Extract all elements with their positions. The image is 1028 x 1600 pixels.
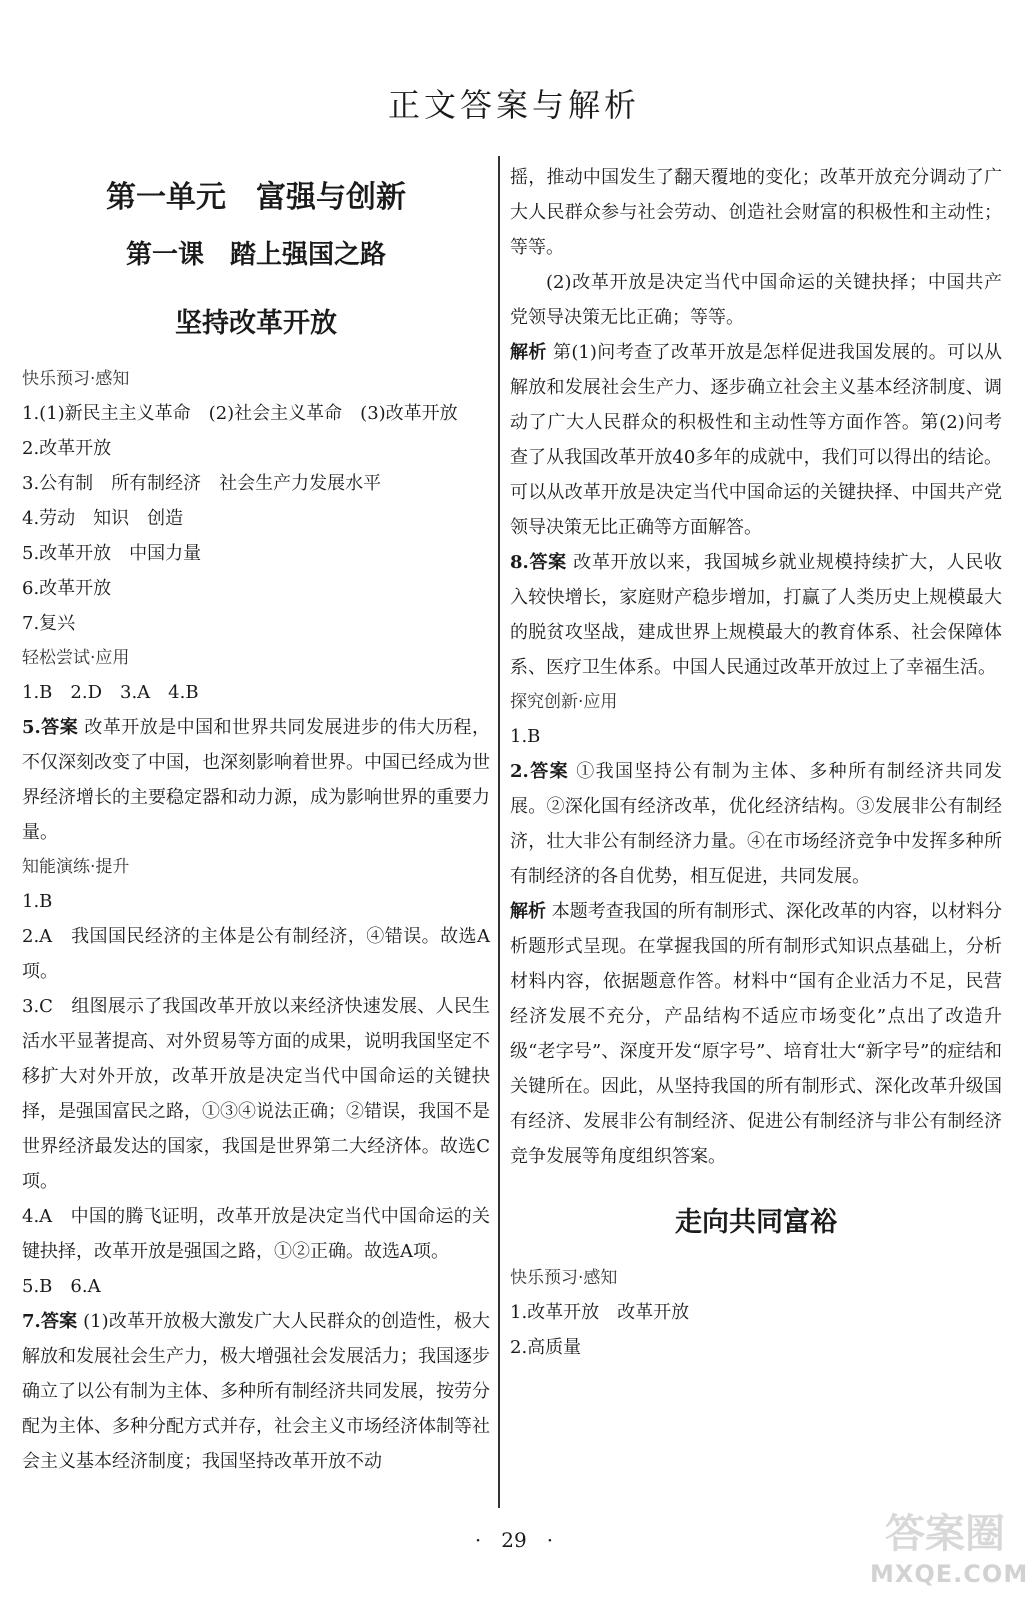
topic-title: 坚持改革开放 bbox=[175, 308, 337, 339]
answer-q2 bbox=[510, 754, 1002, 894]
answer-line: 6.改革开放 bbox=[22, 578, 112, 599]
answer-line: 1.B 2.D 3.A 4.B bbox=[22, 682, 199, 703]
answer-line: 7.复兴 bbox=[22, 613, 76, 634]
answer-tag: 答案 bbox=[40, 1311, 78, 1332]
section-heading-preview: 快乐预习·感知 bbox=[510, 1268, 618, 1288]
answer-line: 5.改革开放 中国力量 bbox=[22, 543, 202, 564]
question-number: 2. bbox=[510, 761, 529, 782]
answer-text: 改革开放以来，我国城乡就业规模持续扩大，人民收入较快增长，家庭财产稳步增加，打赢了人类历史上规模最大的脱贫攻坚战，建成世界上规模最大的教育体系、社会保障体系、医疗卫生体系。中国人民通过改革开放过上了幸福生活。 bbox=[510, 552, 1002, 678]
answer-text: 改革开放是中国和世界共同发展进步的伟大历程，不仅深刻改变了中国，也深刻影响着世界。中国已经成为世界经济增长的主要稳定器和动力源，成为影响世界的重要力量。 bbox=[22, 717, 490, 843]
left-column bbox=[22, 160, 490, 1479]
section-heading-practice: 知能演练·提升 bbox=[22, 857, 130, 877]
section-heading-explore: 探究创新·应用 bbox=[510, 692, 618, 712]
answer-line: 1.(1)新民主主义革命 (2)社会主义革命 (3)改革开放 bbox=[22, 403, 458, 424]
analysis-tag: 解析 bbox=[510, 342, 547, 363]
answer-q7 bbox=[22, 1304, 490, 1479]
continued-text: (2)改革开放是决定当代中国命运的关键抉择；中国共产党领导决策无比正确；等等。 bbox=[510, 272, 1002, 328]
analysis-q2 bbox=[510, 894, 1002, 1174]
answer-line: 2.改革开放 bbox=[22, 438, 112, 459]
answer-line: 2.高质量 bbox=[510, 1337, 582, 1358]
section-heading-preview: 快乐预习·感知 bbox=[22, 369, 130, 389]
answer-q8 bbox=[510, 545, 1002, 685]
analysis-text: 第(1)问考查了改革开放是怎样促进我国发展的。可以从解放和发展社会生产力、逐步确立社会主义基本经济制度、调动了广大人民群众的积极性和主动性等方面作答。第(2)问考查了从我国改革开放40多年的成就中，我们可以得出的结论。可以从改革开放是决定当代中国命运的关键抉择、中国共产党领导决策无比正确等方面解答。 bbox=[510, 342, 1003, 538]
column-divider bbox=[498, 156, 500, 1508]
question-number: 5. bbox=[22, 717, 41, 738]
answer-q5 bbox=[22, 710, 490, 850]
analysis-tag: 解析 bbox=[510, 901, 547, 922]
unit-title: 第一单元 富强与创新 bbox=[106, 180, 406, 215]
watermark-url: MXQE.COM bbox=[870, 1560, 1028, 1588]
analysis-q7 bbox=[510, 335, 1002, 545]
answer-tag: 答案 bbox=[40, 717, 79, 738]
answer-text: (1)改革开放极大激发广大人民群众的创造性，极大解放和发展社会生产力，极大增强社会发展活力；我国逐步确立了以公有制为主体、多种所有制经济共同发展，按劳分配为主体、多种分配方式并存，社会主义市场经济体制等社会主义基本经济制度；我国坚持改革开放不动 bbox=[22, 1311, 491, 1472]
watermark-logo bbox=[870, 1508, 1028, 1596]
question-number: 7. bbox=[22, 1311, 41, 1332]
answer-line: 3.公有制 所有制经济 社会生产力发展水平 bbox=[22, 473, 382, 494]
answer-line: 4.A 中国的腾飞证明，改革开放是决定当代中国命运的关键抉择，改革开放是强国之路，①②正确。故选A项。 bbox=[22, 1206, 490, 1262]
answer-line: 4.劳动 知识 创造 bbox=[22, 508, 184, 529]
analysis-text: 本题考查我国的所有制形式、深化改革的内容，以材料分析题形式呈现。在掌握我国的所有制形式知识点基础上，分析材料内容，依据题意作答。材料中“国有企业活力不足，民营经济发展不充分，产品结构不适应市场变化”点出了改造升级“老字号”、深度开发“原字号”、培育壮大“新字号”的症结和关键所在。因此，从坚持我国的所有制形式、深化改革升级国有经济、发展非公有制经济、促进公有制经济与非公有制经济竞争发展等角度组织答案。 bbox=[510, 901, 1002, 1167]
lesson-title: 第一课 踏上强国之路 bbox=[125, 240, 386, 270]
answer-line: 1.B bbox=[22, 891, 53, 912]
continued-text: 摇，推动中国发生了翻天覆地的变化；改革开放充分调动了广大人民群众参与社会劳动、创造社会财富的积极性和主动性；等等。 bbox=[510, 167, 1002, 258]
answer-line: 5.B 6.A bbox=[22, 1276, 101, 1297]
answer-tag: 答案 bbox=[528, 552, 567, 573]
section-heading-try: 轻松尝试·应用 bbox=[22, 648, 130, 668]
answer-text: ①我国坚持公有制为主体、多种所有制经济共同发展。②深化国有经济改革，优化经济结构。③发展非公有制经济，壮大非公有制经济力量。④在市场经济竞争中发挥多种所有制经济的各自优势，相互促进，共同发展。 bbox=[510, 761, 1002, 887]
watermark-title: 答案圈 bbox=[885, 1511, 1005, 1557]
topic-title: 走向共同富裕 bbox=[675, 1207, 837, 1238]
question-number: 8. bbox=[510, 552, 529, 573]
answer-line: 2.A 我国国民经济的主体是公有制经济，④错误。故选A项。 bbox=[22, 926, 490, 982]
page-number: · 29 · bbox=[474, 1528, 554, 1552]
right-column bbox=[510, 160, 1002, 1365]
page-title: 正文答案与解析 bbox=[387, 86, 640, 124]
answer-tag: 答案 bbox=[528, 761, 570, 782]
answer-line: 1.B bbox=[510, 726, 541, 747]
answer-line: 1.改革开放 改革开放 bbox=[510, 1302, 690, 1323]
answer-line: 3.C 组图展示了我国改革开放以来经济快速发展、人民生活水平显著提高、对外贸易等方面的成果，说明我国坚定不移扩大对外开放，改革开放是决定当代中国命运的关键抉择，是强国富民之路，①③④说法正确；②错误，我国不是世界经济最发达的国家，我国是世界第二大经济体。故选C项。 bbox=[22, 996, 490, 1192]
